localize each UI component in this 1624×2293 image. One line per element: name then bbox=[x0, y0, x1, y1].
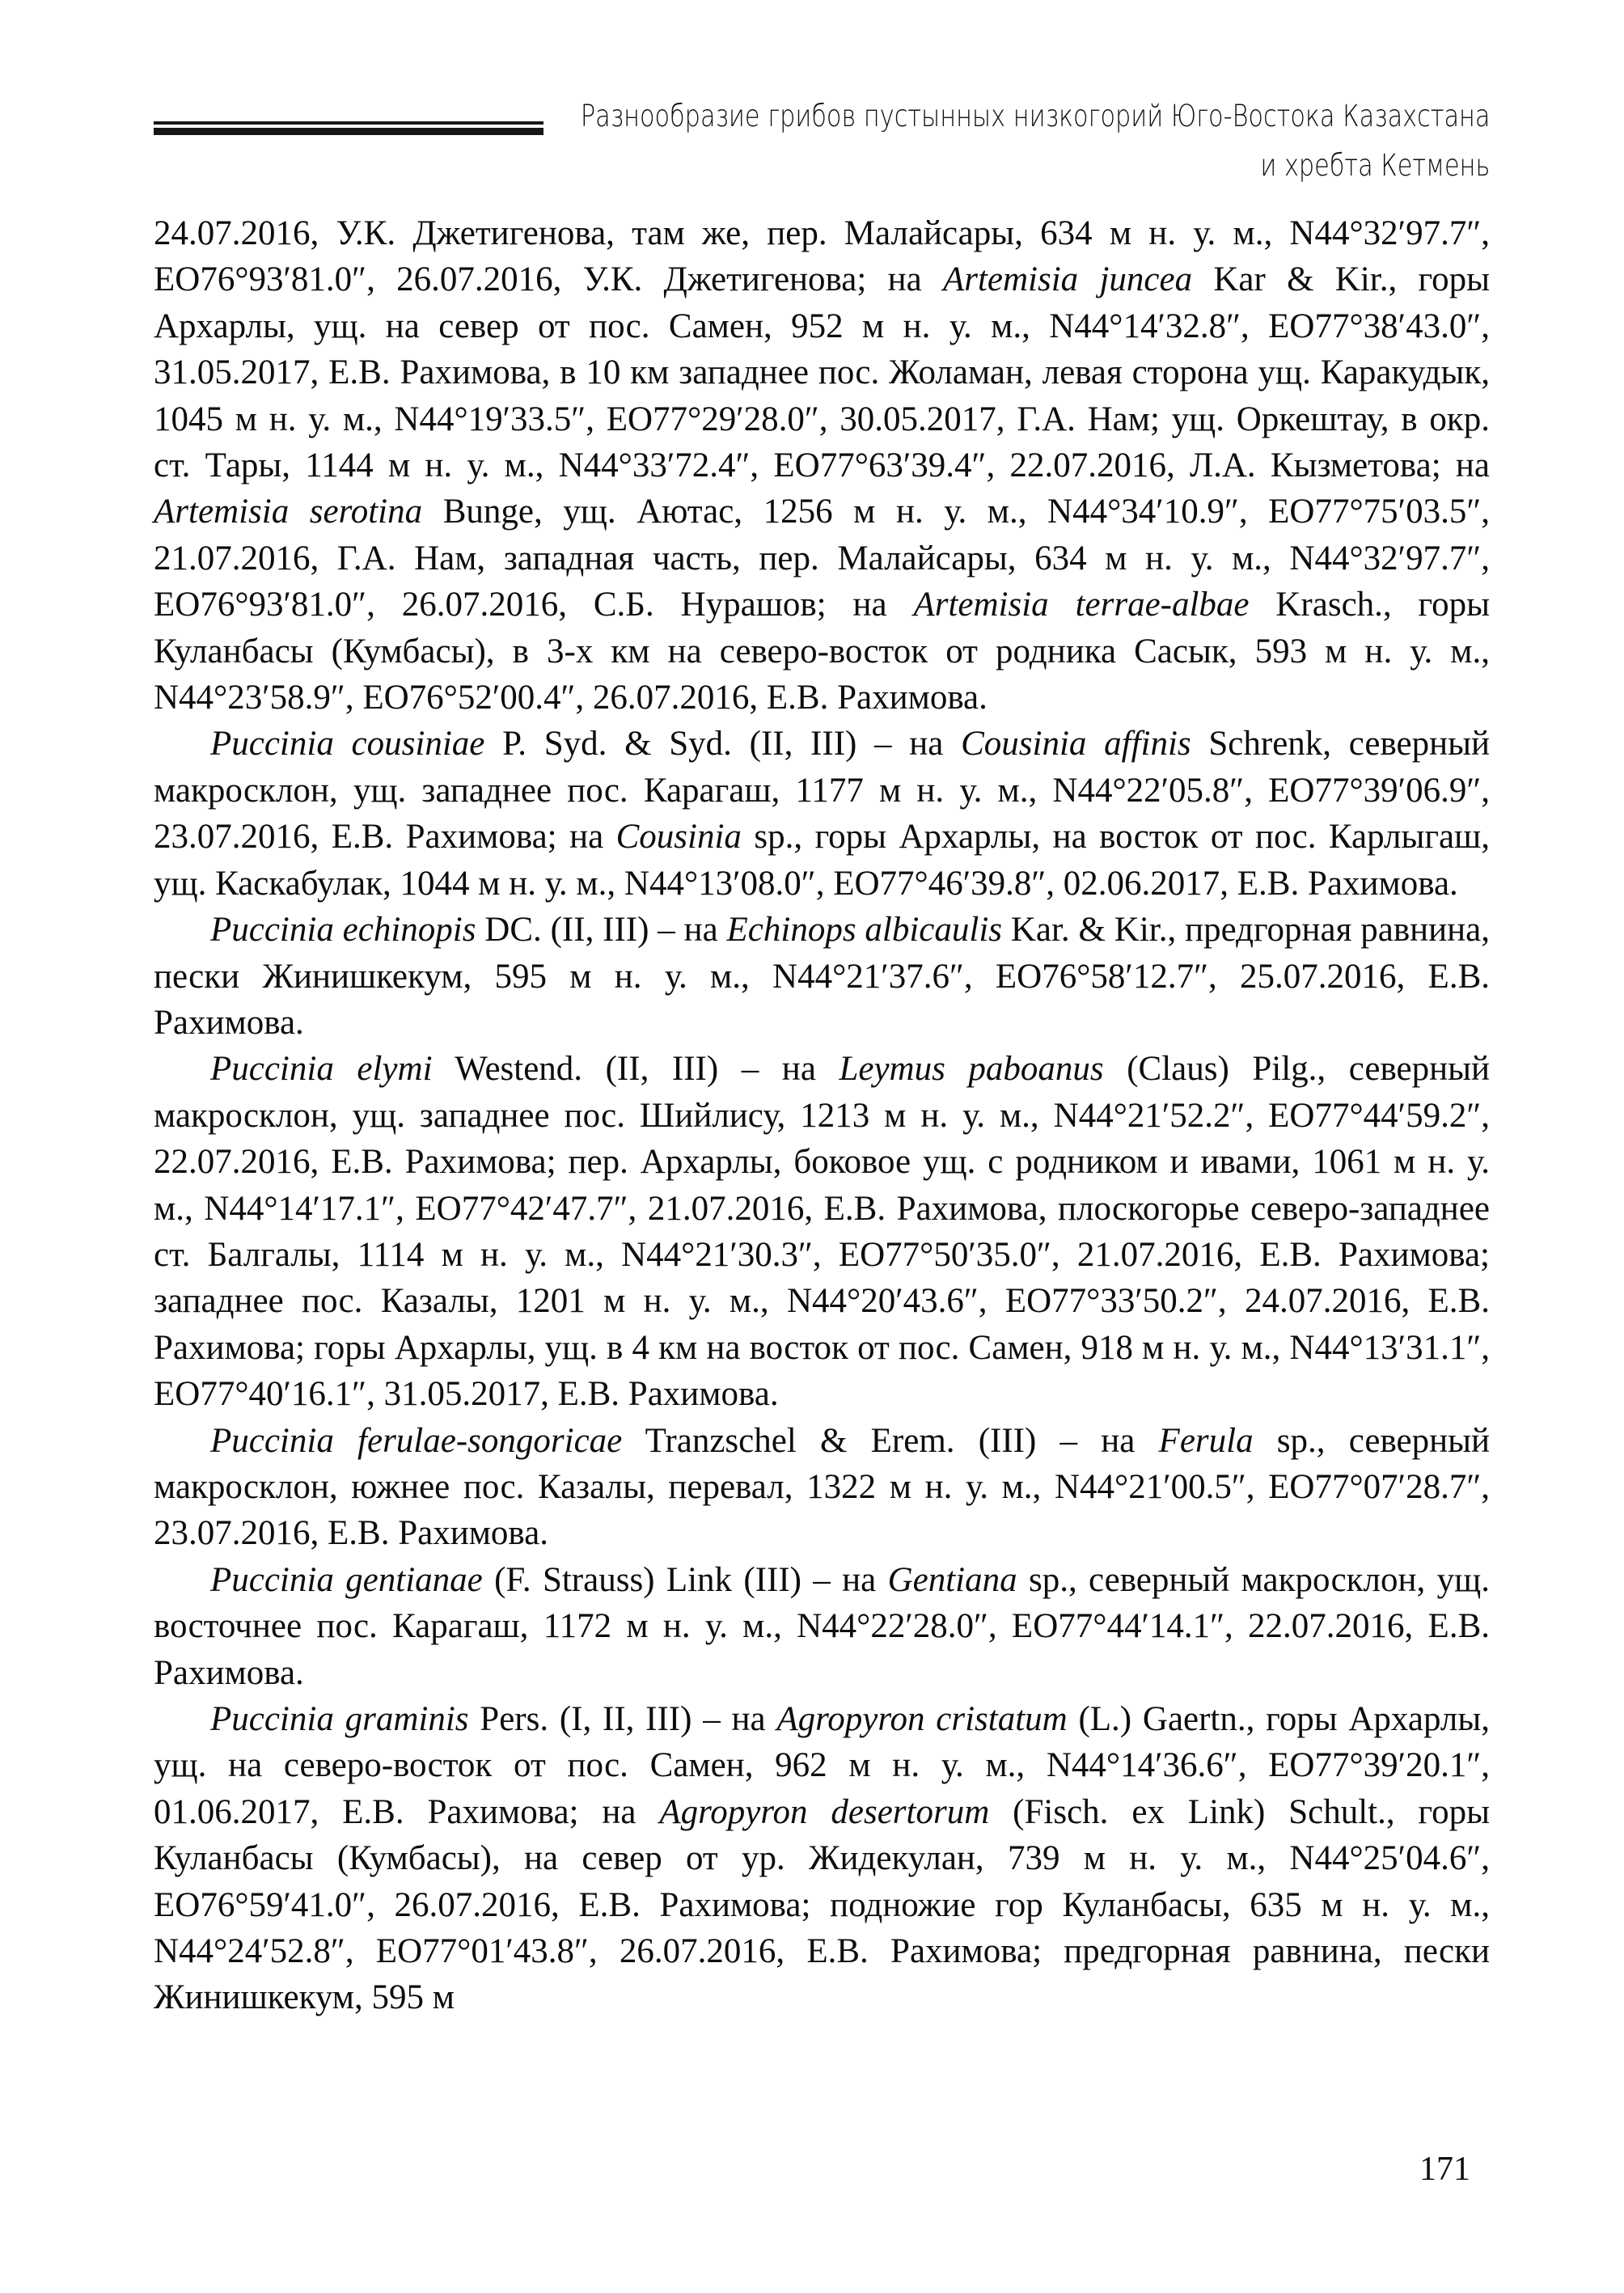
paragraph-puccinia-ferulae-songoricae: Puccinia ferulae-songoricae Tranzschel & Erem. (III) – на Ferula sp., северный макросклон, южнее пос. Казалы, перевал, 1322 м н. у. м., N44°21′00.5″, ЕО77°07′28.7″, 23.07.2016, Е.В. Рахимова. bbox=[154, 1421, 1490, 1553]
page-number: 171 bbox=[1419, 2151, 1470, 2188]
body-text bbox=[154, 210, 1490, 2021]
paragraph-puccinia-elymi: Puccinia elymi Westend. (II, III) – на Leymus paboanus (Claus) Pilg., северный макросклон, ущ. западнее пос. Шийлису, 1213 м н. у. м., N44°21′52.2″, ЕО77°44′59.2″, 22.07.2016, Е.В. Рахимова; пер. Архарлы, боковое ущ. с родником и ивами, 1061 м н. у. м., N44°14′17.1″, ЕО77°42′47.7″, 21.07.2016, Е.В. Рахимова, плоскогорье северо-западнее ст. Балгалы, 1114 м н. у. м., N44°21′30.3″, ЕО77°50′35.0″, 21.07.2016, Е.В. Рахимова; западнее пос. Казалы, 1201 м н. у. м., N44°20′43.6″, ЕО77°33′50.2″, 24.07.2016, Е.В. Рахимова; горы Архарлы, ущ. в 4 км на восток от пос. Самен, 918 м н. у. м., N44°13′31.1″, ЕО77°40′16.1″, 31.05.2017, Е.В. Рахимова. bbox=[154, 1050, 1490, 1414]
paragraph-puccinia-echinopis: Puccinia echinopis DC. (II, III) – на Echinops albicaulis Kar. & Kir., предгорная равнина, пески Жинишкекум, 595 м н. у. м., N44°21′37.6″, ЕО76°58′12.7″, 25.07.2016, Е.В. Рахимова. bbox=[154, 911, 1491, 1042]
running-header-line1: Разнообразие грибов пустынных низкогорий Юго-Востока Казахстана bbox=[580, 99, 1490, 133]
paragraph-puccinia-gentianae: Puccinia gentianae (F. Strauss) Link (III) – на Gentiana sp., северный макросклон, ущ. восточнее пос. Карагаш, 1172 м н. у. м., N44°22′28.0″, ЕО77°44′14.1″, 22.07.2016, Е.В. Рахимова. bbox=[154, 1560, 1490, 1692]
running-header-line2: и хребта Кетмень bbox=[1259, 148, 1490, 183]
header-rule-thick-line bbox=[154, 128, 543, 135]
paragraph-puccinia-cousiniae: Puccinia cousiniae P. Syd. & Syd. (II, III) – на Cousinia affinis Schrenk, северный макросклон, ущ. западнее пос. Карагаш, 1177 м н. у. м., N44°22′05.8″, ЕО77°39′06.9″, 23.07.2016, Е.В. Рахимова; на Cousinia sp., горы Архарлы, на восток от пос. Карлыгаш, ущ. Каскабулак, 1044 м н. у. м., N44°13′08.0″, ЕО77°46′39.8″, 02.06.2017, Е.В. Рахимова. bbox=[154, 725, 1490, 903]
header-rule bbox=[154, 121, 543, 135]
paragraph-puccinia-graminis: Puccinia graminis Pers. (I, II, III) – на Agropyron cristatum (L.) Gaertn., горы Архарлы, ущ. на северо-восток от пос. Самен, 962 м н. у. м., N44°14′36.6″, ЕО77°39′20.1″, 01.06.2017, Е.В. Рахимова; на Agropyron desertorum (Fisch. ex Link) Schult., горы Куланбасы (Кумбасы), на север от ур. Жидекулан, 739 м н. у. м., N44°25′04.6″, ЕО76°59′41.0″, 26.07.2016, Е.В. Рахимова; подножие гор Куланбасы, 635 м н. у. м., N44°24′52.8″, ЕО77°01′43.8″, 26.07.2016, Е.В. Рахимова; предгорная равнина, пески Жинишкекум, 595 м bbox=[154, 1700, 1490, 2017]
paragraph-continuation: 24.07.2016, У.К. Джетигенова, там же, пер. Малайсары, 634 м н. у. м., N44°32′97.7″, ЕО76°93′81.0″, 26.07.2016, У.К. Джетигенова; на Artemisia juncea Kar & Kir., горы Архарлы, ущ. на север от пос. Самен, 952 м н. у. м., N44°14′32.8″, ЕО77°38′43.0″, 31.05.2017, Е.В. Рахимова, в 10 км западнее пос. Жоламан, левая сторона ущ. Каракудык, 1045 м н. у. м., N44°19′33.5″, ЕО77°29′28.0″, 30.05.2017, Г.А. Нам; ущ. Оркештау, в окр. ст. Тары, 1144 м н. у. м., N44°33′72.4″, ЕО77°63′39.4″, 22.07.2016, Л.А. Кызметова; на Artemisia serotina Bunge, ущ. Аютас, 1256 м н. у. м., N44°34′10.9″, ЕО77°75′03.5″, 21.07.2016, Г.А. Нам, западная часть, пер. Малайсары, 634 м н. у. м., N44°32′97.7″, ЕО76°93′81.0″, 26.07.2016, С.Б. Нурашов; на Artemisia terrae-albae Krasch., горы Куланбасы (Кумбасы), в 3-х км на северо-восток от родника Сасык, 593 м н. у. м., N44°23′58.9″, ЕО76°52′00.4″, 26.07.2016, Е.В. Рахимова. bbox=[154, 214, 1491, 717]
